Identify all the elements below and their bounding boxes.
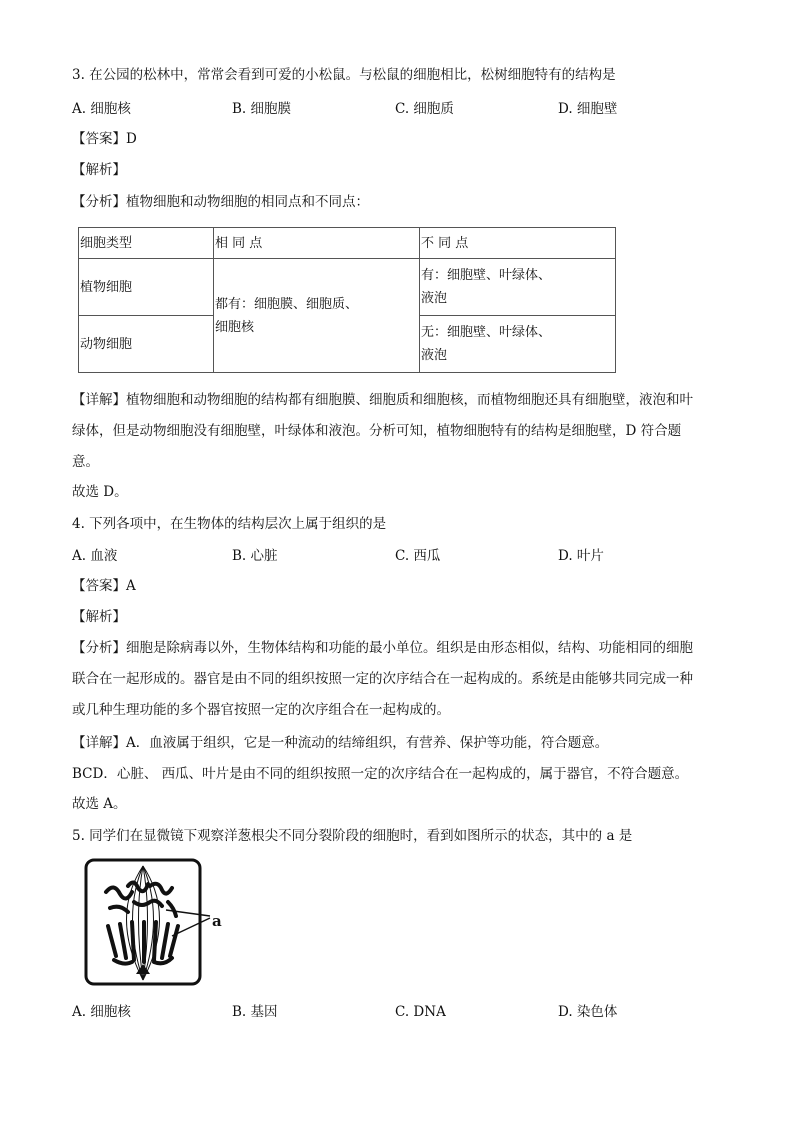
table-header-type: 细胞类型 (79, 228, 214, 259)
q3-options (72, 99, 722, 119)
table-cell-animal-diff (420, 316, 616, 373)
chromosomes (106, 882, 178, 963)
q4-option-b: B. 心脏 (232, 548, 278, 564)
q5-option-d: D. 染色体 (558, 1004, 618, 1020)
q5-stem: 5. 同学们在显微镜下观察洋葱根尖不同分裂阶段的细胞时，看到如图所示的状态，其中的 a 是 (72, 828, 633, 844)
q4-answer: 【答案】A (72, 578, 136, 594)
q3-conclusion: 故选 D。 (72, 484, 128, 500)
q4-option-c: C. 西瓜 (395, 548, 441, 564)
table-animal-diff-line-1: 无：细胞壁、叶绿体、 (421, 325, 552, 340)
q3-stem: 3. 在公园的松林中，常常会看到可爱的小松鼠。与松鼠的细胞相比，松树细胞特有的结构是 (72, 67, 616, 83)
chromosome-figure (80, 856, 230, 990)
q4-detail-2: BCD．心脏、 西瓜、叶片是由不同的组织按照一定的次序结合在一起构成的，属于器官，不符合题意。 (72, 766, 689, 782)
q3-detail-line-1: 【详解】植物细胞和动物细胞的结构都有细胞膜、细胞质和细胞核，而植物细胞还具有细胞壁，液泡和叶 (72, 392, 693, 408)
q3-option-d: D. 细胞壁 (558, 101, 618, 117)
q4-analysis-label: 【解析】 (72, 609, 126, 625)
q4-fenxi-line-2: 联合在一起形成的。器官是由不同的组织按照一定的次序结合在一起构成的。系统是由能够共同完成一种 (72, 671, 693, 687)
q3-detail-line-2: 绿体，但是动物细胞没有细胞壁，叶绿体和液泡。分析可知，植物细胞特有的结构是细胞壁，D 符合题 (72, 423, 682, 439)
table-header-same: 相 同 点 (214, 228, 420, 259)
q4-detail-1: 【详解】A．血液属于组织，它是一种流动的结缔组织，有营养、保护等功能，符合题意。 (72, 735, 609, 751)
q4-conclusion: 故选 A。 (72, 796, 127, 812)
q4-option-a: A. 血液 (72, 548, 118, 564)
table-header-diff: 不 同 点 (420, 228, 616, 259)
q3-answer: 【答案】D (72, 131, 137, 147)
q3-detail-line-3: 意。 (72, 454, 99, 470)
q3-option-a: A. 细胞核 (72, 101, 131, 117)
q3-detail (72, 385, 724, 478)
cell-comparison-table (78, 227, 616, 373)
q4-fenxi (72, 633, 724, 726)
q4-stem: 4. 下列各项中，在生物体的结构层次上属于组织的是 (72, 516, 387, 532)
table-same-line-2: 细胞核 (215, 319, 255, 335)
table-cell-plant: 植物细胞 (79, 259, 214, 316)
table-same-line-1: 都有：细胞膜、细胞质、 (215, 296, 359, 312)
q5-option-c: C. DNA (395, 1004, 446, 1020)
table-animal-diff-line-2: 液泡 (421, 348, 448, 363)
table-plant-diff-line-1: 有：细胞壁、叶绿体、 (421, 268, 552, 283)
q5-option-a: A. 细胞核 (72, 1004, 131, 1020)
figure-label-a: a (212, 912, 222, 930)
q3-option-c: C. 细胞质 (395, 101, 454, 117)
table-cell-plant-diff (420, 259, 616, 316)
q5-options (72, 1002, 722, 1022)
q3-option-b: B. 细胞膜 (232, 101, 292, 117)
q5-option-b: B. 基因 (232, 1004, 278, 1020)
q3-analysis-label: 【解析】 (72, 162, 126, 178)
q4-fenxi-line-1: 【分析】细胞是除病毒以外，生物体结构和功能的最小单位。组织是由形态相似，结构、功能相同的细胞 (72, 640, 693, 656)
label-pointer-lines (166, 910, 210, 936)
q4-fenxi-line-3: 或几种生理功能的多个器官按照一定的次序组合在一起构成的。 (72, 702, 450, 718)
q4-options (72, 546, 722, 566)
q4-option-d: D. 叶片 (558, 548, 604, 564)
table-plant-diff-line-2: 液泡 (421, 291, 448, 306)
table-cell-same (214, 259, 420, 373)
table-cell-animal: 动物细胞 (79, 316, 214, 373)
q3-fenxi: 【分析】植物细胞和动物细胞的相同点和不同点： (72, 194, 369, 210)
